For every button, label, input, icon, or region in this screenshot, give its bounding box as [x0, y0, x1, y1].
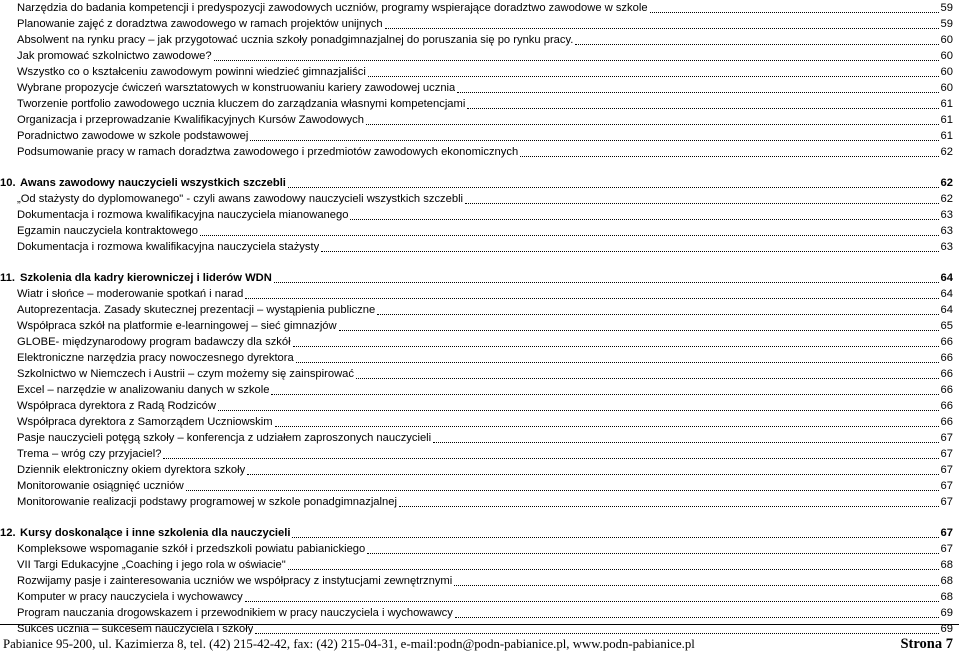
- toc-entry-title: Pasje nauczycieli potęgą szkoły – konferencja z udziałem zaproszonych nauczycieli: [17, 432, 432, 444]
- toc-entry[interactable]: [17, 478, 953, 494]
- toc-entry[interactable]: [17, 144, 953, 160]
- toc-section-number: 11.: [0, 272, 15, 284]
- dot-leader: [271, 386, 938, 395]
- toc-entry-title: Sukces ucznia – sukcesem nauczyciela i szkoły: [17, 623, 254, 635]
- dot-leader: [650, 4, 939, 13]
- dot-leader: [214, 52, 939, 61]
- toc-page-number: 68: [940, 591, 953, 603]
- toc-entry[interactable]: [17, 366, 953, 382]
- toc-entry[interactable]: [17, 32, 953, 48]
- toc-entry-title: Poradnictwo zawodowe w szkole podstawowej: [17, 130, 249, 142]
- toc-page-number: 60: [940, 34, 953, 46]
- toc-page-number: 59: [940, 18, 953, 30]
- toc-entry[interactable]: [17, 573, 953, 589]
- dot-leader: [218, 402, 939, 411]
- toc-entry-title: Autoprezentacja. Zasady skutecznej prezentacji – wystąpienia publiczne: [17, 304, 376, 316]
- dot-leader: [465, 195, 938, 204]
- toc-entry-title: Program nauczania drogowskazem i przewodnikiem w pracy nauczyciela i wychowawcy: [17, 607, 453, 619]
- toc-entry-title: Rozwijamy pasje i zainteresowania uczniów we współpracy z instytucjami zewnętrznymi: [17, 575, 453, 587]
- toc-page-number: 66: [940, 400, 953, 412]
- toc-entry[interactable]: [17, 207, 953, 223]
- dot-leader: [356, 370, 939, 379]
- toc-entry-title: Dziennik elektroniczny okiem dyrektora szkoły: [17, 464, 246, 476]
- toc-entry-title: Podsumowanie pracy w ramach doradztwa zawodowego i przedmiotów zawodowych ekonomicznych: [17, 146, 519, 158]
- toc-entry-title: GLOBE- międzynarodowy program badawczy dla szkół: [17, 336, 291, 348]
- toc-entry[interactable]: [17, 414, 953, 430]
- toc-entry[interactable]: [17, 334, 953, 350]
- toc-entry[interactable]: [17, 16, 953, 32]
- toc-page-number: 67: [940, 432, 953, 444]
- toc-entry-title: Excel – narzędzie w analizowaniu danych w szkole: [17, 384, 270, 396]
- toc-entry[interactable]: [17, 382, 953, 398]
- dot-leader: [455, 609, 939, 618]
- dot-leader: [245, 593, 939, 602]
- toc-entry-title: VII Targi Edukacyjne „Coaching i jego rola w oświacie": [17, 559, 286, 571]
- toc-page-number: 61: [940, 130, 953, 142]
- dot-leader: [296, 354, 939, 363]
- toc-entry-title: „Od stażysty do dyplomowanego" - czyli awans zawodowy nauczycieli wszystkich szczebli: [17, 193, 464, 205]
- toc-page-number: 64: [940, 272, 953, 284]
- toc-entry[interactable]: [17, 589, 953, 605]
- dot-leader: [288, 179, 939, 188]
- toc-entry-title: Komputer w pracy nauczyciela i wychowawcy: [17, 591, 243, 603]
- toc-section-number: 10.: [0, 177, 16, 189]
- toc-page-number: 66: [940, 384, 953, 396]
- toc-entry-title: Trema – wróg czy przyjaciel?: [17, 448, 162, 460]
- dot-leader: [288, 561, 939, 570]
- toc-page-number: 67: [940, 527, 953, 539]
- dot-leader: [367, 545, 938, 554]
- toc-entry[interactable]: [17, 541, 953, 557]
- dot-leader: [339, 322, 939, 331]
- toc-entry-title: Narzędzia do badania kompetencji i predyspozycji zawodowych uczniów, programy wspierające doradztwo zawodowe w szkole: [17, 2, 648, 14]
- toc-page-number: 61: [940, 98, 953, 110]
- toc-entry-title: Współpraca dyrektora z Samorządem Uczniowskim: [17, 416, 273, 428]
- toc-page-number: 67: [940, 464, 953, 476]
- page-footer: [0, 624, 959, 656]
- dot-leader: [321, 243, 938, 252]
- toc-entry-title: Wszystko co o kształceniu zawodowym powinni wiedzieć gimnazjaliści: [17, 66, 366, 78]
- toc-page-number: 62: [940, 193, 953, 205]
- toc-entry-title: Wiatr i słońce – moderowanie spotkań i narad: [17, 288, 244, 300]
- toc-entry-title: Kursy doskonalące i inne szkolenia dla nauczycieli: [20, 527, 291, 539]
- dot-leader: [350, 211, 938, 220]
- toc-entry-title: Organizacja i przeprowadzanie Kwalifikacyjnych Kursów Zawodowych: [17, 114, 364, 126]
- dot-leader: [200, 227, 939, 236]
- toc-entry[interactable]: [17, 96, 953, 112]
- toc-entry-title: Tworzenie portfolio zawodowego ucznia kluczem do zarządzania własnymi kompetencjami: [17, 98, 466, 110]
- dot-leader: [368, 68, 939, 77]
- toc-entry-title: Szkolenia dla kadry kierowniczej i liderów WDN: [20, 272, 272, 284]
- dot-leader: [399, 498, 939, 507]
- toc-entry[interactable]: [17, 80, 953, 96]
- toc-entry-title: Egzamin nauczyciela kontraktowego: [17, 225, 198, 237]
- dot-leader: [467, 100, 938, 109]
- toc-page-number: 65: [940, 320, 953, 332]
- toc-entry[interactable]: [17, 557, 953, 573]
- toc-section-number: 12.: [0, 527, 16, 539]
- toc-section-heading[interactable]: [0, 270, 953, 286]
- page-number: Strona 7: [900, 636, 953, 652]
- toc-entry[interactable]: [17, 64, 953, 80]
- dot-leader: [245, 290, 938, 299]
- toc-entry[interactable]: [17, 318, 953, 334]
- toc-entry-title: Elektroniczne narzędzia pracy nowoczesnego dyrektora: [17, 352, 294, 364]
- toc-page-number: 67: [940, 448, 953, 460]
- toc-page-number: 64: [940, 304, 953, 316]
- toc-entry[interactable]: [17, 0, 953, 16]
- toc-entry-title: Współpraca dyrektora z Radą Rodziców: [17, 400, 216, 412]
- toc-page-number: 61: [940, 114, 953, 126]
- dot-leader: [433, 434, 938, 443]
- dot-leader: [520, 148, 938, 157]
- dot-leader: [292, 529, 938, 538]
- dot-leader: [275, 418, 939, 427]
- dot-leader: [293, 338, 939, 347]
- toc-entry-title: Dokumentacja i rozmowa kwalifikacyjna nauczyciela mianowanego: [17, 209, 349, 221]
- toc-entry[interactable]: [17, 350, 953, 366]
- dot-leader: [454, 577, 938, 586]
- toc-entry[interactable]: [17, 605, 953, 621]
- toc-entry[interactable]: [17, 48, 953, 64]
- toc-entry-title: Dokumentacja i rozmowa kwalifikacyjna nauczyciela stażysty: [17, 241, 320, 253]
- dot-leader: [274, 274, 939, 283]
- toc-page-number: 64: [940, 288, 953, 300]
- toc-page-number: 62: [940, 177, 953, 189]
- toc-entry[interactable]: [17, 191, 953, 207]
- toc-entry-title: Awans zawodowy nauczycieli wszystkich szczebli: [20, 177, 286, 189]
- toc-page-number: 66: [940, 352, 953, 364]
- toc-entry[interactable]: [17, 286, 953, 302]
- toc-entry-title: Planowanie zajęć z doradztwa zawodowego w ramach projektów unijnych: [17, 18, 383, 30]
- toc-page-number: 59: [940, 2, 953, 14]
- toc-page-number: 69: [940, 623, 953, 635]
- toc-page-number: 62: [940, 146, 953, 158]
- dot-leader: [457, 84, 938, 93]
- toc-entry[interactable]: [17, 398, 953, 414]
- toc-entry-title: Monitorowanie osiągnięć uczniów: [17, 480, 184, 492]
- toc-page-number: 67: [940, 543, 953, 555]
- toc-entry[interactable]: [17, 446, 953, 462]
- dot-leader: [186, 482, 939, 491]
- toc-page-number: 60: [940, 66, 953, 78]
- dot-leader: [385, 20, 939, 29]
- toc-page-number: 69: [940, 607, 953, 619]
- toc-entry-title: Szkolnictwo w Niemczech i Austrii – czym możemy się zainspirować: [17, 368, 354, 380]
- footer-contact: Pabianice 95-200, ul. Kazimierza 8, tel. (42) 215-42-42, fax: (42) 215-04-31, e-mail:podn@podn-pabianice.pl, www.podn-pabianice.pl: [3, 637, 695, 651]
- toc-entry[interactable]: [17, 430, 953, 446]
- toc-entry[interactable]: [17, 302, 953, 318]
- toc-page-number: 63: [940, 209, 953, 221]
- toc-page-number: 67: [940, 480, 953, 492]
- toc-page-number: 66: [940, 368, 953, 380]
- toc-page-number: 66: [940, 336, 953, 348]
- toc-page-number: 68: [940, 575, 953, 587]
- toc-page-number: 63: [940, 241, 953, 253]
- toc-entry-title: Kompleksowe wspomaganie szkół i przedszkoli powiatu pabianickiego: [17, 543, 366, 555]
- toc-page-number: 60: [940, 50, 953, 62]
- toc-entry-title: Absolwent na rynku pracy – jak przygotować ucznia szkoły ponadgimnazjalnej do poruszania się po rynku pracy.: [17, 34, 574, 46]
- dot-leader: [575, 36, 938, 45]
- toc-entry-title: Współpraca szkół na platformie e-learningowej – sieć gimnazjów: [17, 320, 337, 332]
- toc-entry[interactable]: [17, 223, 953, 239]
- toc-entry[interactable]: [17, 128, 953, 144]
- toc-entry[interactable]: [17, 112, 953, 128]
- dot-leader: [247, 466, 938, 475]
- toc-page-number: 68: [940, 559, 953, 571]
- dot-leader: [163, 450, 938, 459]
- dot-leader: [377, 306, 938, 315]
- dot-leader: [366, 116, 939, 125]
- toc-page-number: 63: [940, 225, 953, 237]
- toc-page-number: 60: [940, 82, 953, 94]
- toc-page-number: 66: [940, 416, 953, 428]
- toc-page-number: 67: [940, 496, 953, 508]
- toc-entry[interactable]: [17, 494, 953, 510]
- toc-section-heading[interactable]: [0, 525, 953, 541]
- toc-section-heading[interactable]: [0, 175, 953, 191]
- toc-entry[interactable]: [17, 462, 953, 478]
- dot-leader: [250, 132, 938, 141]
- toc-entry-title: Jak promować szkolnictwo zawodowe?: [17, 50, 212, 62]
- toc-entry-title: Monitorowanie realizacji podstawy programowej w szkole ponadgimnazjalnej: [17, 496, 397, 508]
- toc-entry-title: Wybrane propozycje ćwiczeń warsztatowych w konstruowaniu kariery zawodowej ucznia: [17, 82, 456, 94]
- toc-entry[interactable]: [17, 239, 953, 255]
